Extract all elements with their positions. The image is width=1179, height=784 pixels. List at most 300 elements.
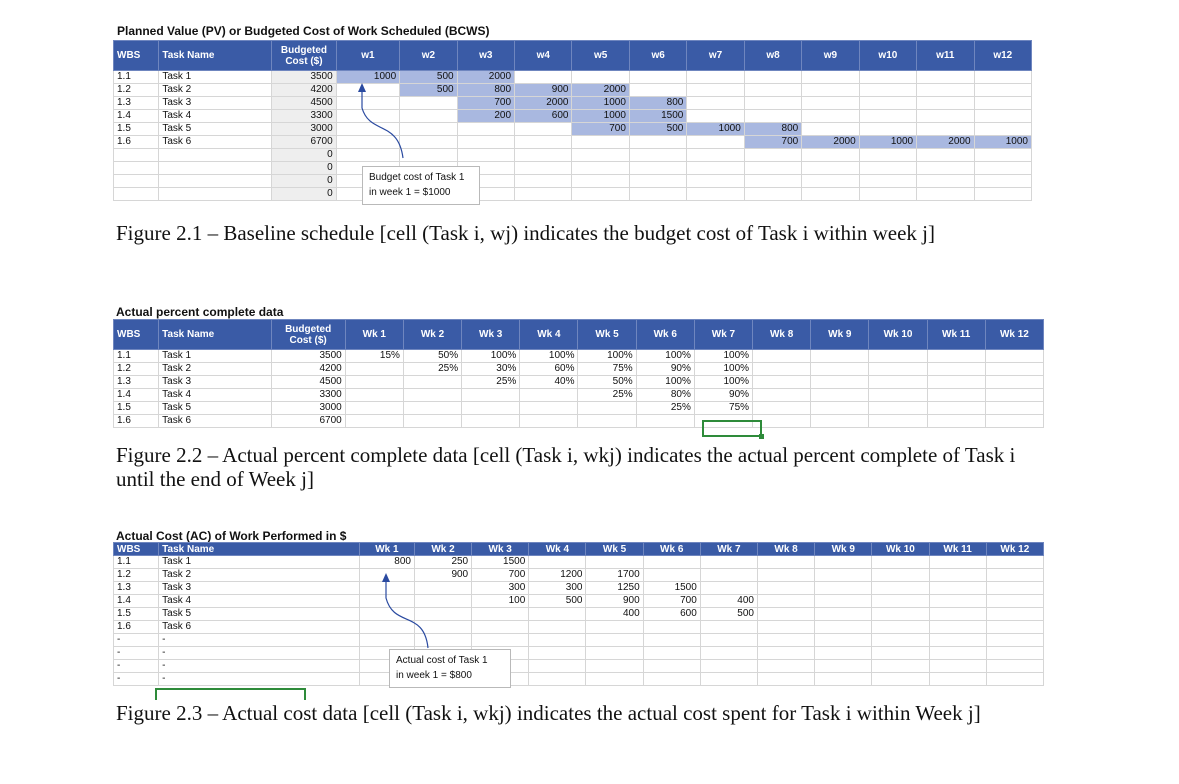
week-cell: 500 xyxy=(629,123,686,136)
week-cell xyxy=(815,582,872,595)
week-cell: 90% xyxy=(636,363,694,376)
week-cell xyxy=(636,415,694,428)
task-name-cell xyxy=(159,162,272,175)
week-cell xyxy=(985,402,1043,415)
week-cell xyxy=(643,621,700,634)
column-header: w1 xyxy=(336,41,399,71)
week-cell xyxy=(974,97,1031,110)
column-header: w4 xyxy=(515,41,572,71)
column-header: Wk 1 xyxy=(345,320,403,350)
week-cell xyxy=(744,110,801,123)
week-cell xyxy=(802,123,859,136)
week-cell: 2000 xyxy=(457,71,514,84)
week-cell xyxy=(869,350,927,363)
week-cell xyxy=(802,175,859,188)
week-cell xyxy=(985,415,1043,428)
table-row xyxy=(114,415,1044,428)
week-cell: 700 xyxy=(744,136,801,149)
week-cell xyxy=(927,389,985,402)
fig1-note-line2: in week 1 = $1000 xyxy=(369,187,451,198)
task-name-cell: - xyxy=(159,647,360,660)
week-cell xyxy=(872,569,929,582)
column-header: w5 xyxy=(572,41,629,71)
week-cell: 90% xyxy=(694,389,752,402)
week-cell xyxy=(974,175,1031,188)
week-cell xyxy=(811,350,869,363)
week-cell: 50% xyxy=(403,350,461,363)
week-cell: 600 xyxy=(515,110,572,123)
week-cell: 2000 xyxy=(572,84,629,97)
week-cell xyxy=(643,673,700,686)
week-cell: 1000 xyxy=(859,136,916,149)
column-header: WBS xyxy=(114,320,159,350)
week-cell: 800 xyxy=(629,97,686,110)
week-cell xyxy=(872,595,929,608)
week-cell xyxy=(986,673,1043,686)
wbs-cell xyxy=(114,149,159,162)
week-cell xyxy=(859,175,916,188)
table-row xyxy=(114,556,1044,569)
week-cell: 100% xyxy=(636,350,694,363)
week-cell: 500 xyxy=(400,71,457,84)
column-header: Budgeted Cost ($) xyxy=(272,41,336,71)
week-cell xyxy=(643,634,700,647)
column-header: w10 xyxy=(859,41,916,71)
column-header: w11 xyxy=(917,41,974,71)
column-header: Wk 5 xyxy=(586,543,643,556)
task-name-cell: Task 1 xyxy=(159,556,360,569)
budget-cell: 6700 xyxy=(271,415,345,428)
wbs-cell: 1.5 xyxy=(114,123,159,136)
week-cell: 1000 xyxy=(572,97,629,110)
week-cell xyxy=(986,582,1043,595)
table-row xyxy=(114,389,1044,402)
budget-cell: 6700 xyxy=(272,136,336,149)
task-name-cell: Task 3 xyxy=(159,376,271,389)
column-header: Wk 8 xyxy=(753,320,811,350)
week-cell xyxy=(757,660,814,673)
week-cell: 2000 xyxy=(917,136,974,149)
week-cell xyxy=(687,71,744,84)
week-cell xyxy=(515,71,572,84)
budget-cell: 3500 xyxy=(271,350,345,363)
column-header: Wk 7 xyxy=(700,543,757,556)
week-cell: 1000 xyxy=(336,71,399,84)
week-cell xyxy=(345,415,403,428)
week-cell xyxy=(700,647,757,660)
week-cell: 700 xyxy=(643,595,700,608)
week-cell xyxy=(802,110,859,123)
week-cell xyxy=(529,647,586,660)
column-header: Wk 9 xyxy=(811,320,869,350)
wbs-cell: 1.2 xyxy=(114,84,159,97)
week-cell xyxy=(515,188,572,201)
week-cell xyxy=(974,123,1031,136)
week-cell xyxy=(929,660,986,673)
week-cell xyxy=(859,97,916,110)
week-cell xyxy=(802,188,859,201)
week-cell xyxy=(802,162,859,175)
week-cell xyxy=(802,149,859,162)
week-cell: 1250 xyxy=(586,582,643,595)
week-cell xyxy=(687,175,744,188)
wbs-cell: 1.3 xyxy=(114,376,159,389)
column-header: WBS xyxy=(114,41,159,71)
table-row xyxy=(114,634,1044,647)
week-cell xyxy=(811,363,869,376)
column-header: Wk 8 xyxy=(757,543,814,556)
week-cell xyxy=(917,97,974,110)
column-header: Wk 10 xyxy=(869,320,927,350)
week-cell xyxy=(403,402,461,415)
week-cell xyxy=(917,149,974,162)
week-cell xyxy=(687,149,744,162)
week-cell: 25% xyxy=(636,402,694,415)
week-cell xyxy=(515,149,572,162)
week-cell xyxy=(869,402,927,415)
week-cell: 1200 xyxy=(529,569,586,582)
week-cell xyxy=(345,402,403,415)
week-cell xyxy=(529,634,586,647)
column-header: w9 xyxy=(802,41,859,71)
week-cell xyxy=(859,149,916,162)
week-cell xyxy=(929,595,986,608)
week-cell xyxy=(744,71,801,84)
week-cell xyxy=(403,389,461,402)
week-cell xyxy=(753,389,811,402)
task-name-cell: Task 3 xyxy=(159,97,272,110)
table-row xyxy=(114,621,1044,634)
budget-cell: 4200 xyxy=(272,84,336,97)
week-cell: 900 xyxy=(515,84,572,97)
week-cell xyxy=(859,84,916,97)
week-cell xyxy=(917,71,974,84)
week-cell xyxy=(345,363,403,376)
wbs-cell: 1.1 xyxy=(114,71,159,84)
week-cell xyxy=(927,363,985,376)
week-cell xyxy=(643,556,700,569)
week-cell xyxy=(974,162,1031,175)
column-header: Wk 7 xyxy=(694,320,752,350)
budget-cell: 0 xyxy=(272,162,336,175)
week-cell xyxy=(744,149,801,162)
wbs-cell: 1.5 xyxy=(114,402,159,415)
week-cell: 2000 xyxy=(802,136,859,149)
table-row xyxy=(114,97,1032,110)
column-header: Wk 1 xyxy=(359,543,414,556)
actual-cost-table xyxy=(113,542,1044,686)
wbs-cell: 1.6 xyxy=(114,136,159,149)
week-cell xyxy=(815,569,872,582)
week-cell xyxy=(529,673,586,686)
week-cell xyxy=(520,402,578,415)
task-name-cell: Task 4 xyxy=(159,110,272,123)
week-cell xyxy=(986,608,1043,621)
week-cell xyxy=(629,175,686,188)
week-cell xyxy=(687,110,744,123)
week-cell: 30% xyxy=(462,363,520,376)
wbs-cell xyxy=(114,162,159,175)
week-cell xyxy=(757,556,814,569)
table-row xyxy=(114,123,1032,136)
week-cell xyxy=(629,84,686,97)
table-row xyxy=(114,149,1032,162)
week-cell xyxy=(757,621,814,634)
week-cell: 40% xyxy=(520,376,578,389)
column-header: Wk 12 xyxy=(985,320,1043,350)
week-cell xyxy=(687,162,744,175)
table-row xyxy=(114,402,1044,415)
week-cell xyxy=(757,595,814,608)
fig3-title: Actual Cost (AC) of Work Performed in $ xyxy=(116,529,347,543)
column-header: Wk 9 xyxy=(815,543,872,556)
week-cell xyxy=(859,123,916,136)
task-name-cell: Task 2 xyxy=(159,363,271,376)
week-cell xyxy=(586,660,643,673)
week-cell xyxy=(744,188,801,201)
week-cell xyxy=(457,149,514,162)
task-name-cell: Task 2 xyxy=(159,84,272,97)
week-cell xyxy=(403,415,461,428)
week-cell xyxy=(586,621,643,634)
task-name-cell: Task 4 xyxy=(159,389,271,402)
week-cell xyxy=(753,376,811,389)
column-header: w8 xyxy=(744,41,801,71)
task-name-cell: - xyxy=(159,660,360,673)
week-cell xyxy=(700,569,757,582)
week-cell xyxy=(462,415,520,428)
wbs-cell: - xyxy=(114,673,159,686)
week-cell xyxy=(520,389,578,402)
week-cell xyxy=(687,97,744,110)
week-cell: 1500 xyxy=(643,582,700,595)
week-cell xyxy=(929,569,986,582)
task-name-cell: Task 3 xyxy=(159,582,360,595)
table-row xyxy=(114,608,1044,621)
week-cell: 500 xyxy=(400,84,457,97)
week-cell xyxy=(811,376,869,389)
table-row xyxy=(114,569,1044,582)
week-cell xyxy=(815,673,872,686)
fig1-caption: Figure 2.1 – Baseline schedule [cell (Task i, wj) indicates the budget cost of Task i within week j] xyxy=(116,221,935,245)
week-cell xyxy=(872,582,929,595)
week-cell xyxy=(643,569,700,582)
week-cell: 75% xyxy=(578,363,636,376)
budget-cell: 4500 xyxy=(272,97,336,110)
baseline-schedule-table xyxy=(113,40,1032,201)
column-header: w6 xyxy=(629,41,686,71)
task-name-cell: Task 4 xyxy=(159,595,360,608)
week-cell xyxy=(815,608,872,621)
budget-cell: 0 xyxy=(272,149,336,162)
week-cell xyxy=(927,402,985,415)
table-row xyxy=(114,673,1044,686)
fig1-note-line1: Budget cost of Task 1 xyxy=(369,172,465,183)
week-cell xyxy=(929,556,986,569)
week-cell xyxy=(586,556,643,569)
column-header: Task Name xyxy=(159,543,360,556)
week-cell xyxy=(986,556,1043,569)
week-cell xyxy=(529,660,586,673)
week-cell xyxy=(872,660,929,673)
week-cell xyxy=(917,188,974,201)
week-cell: 600 xyxy=(643,608,700,621)
week-cell xyxy=(917,110,974,123)
wbs-cell: 1.1 xyxy=(114,556,159,569)
week-cell xyxy=(811,402,869,415)
budget-cell: 3000 xyxy=(271,402,345,415)
week-cell: 1000 xyxy=(572,110,629,123)
week-cell: 400 xyxy=(700,595,757,608)
week-cell xyxy=(572,162,629,175)
table-row xyxy=(114,660,1044,673)
week-cell xyxy=(515,175,572,188)
week-cell: 100% xyxy=(694,376,752,389)
wbs-cell: 1.2 xyxy=(114,569,159,582)
column-header: Wk 12 xyxy=(986,543,1043,556)
task-name-cell xyxy=(159,175,272,188)
week-cell xyxy=(872,647,929,660)
week-cell xyxy=(578,415,636,428)
budget-cell: 3300 xyxy=(271,389,345,402)
task-name-cell xyxy=(159,188,272,201)
week-cell xyxy=(687,188,744,201)
week-cell xyxy=(586,673,643,686)
task-name-cell: - xyxy=(159,673,360,686)
fig1-title: Planned Value (PV) or Budgeted Cost of Work Scheduled (BCWS) xyxy=(117,24,490,38)
week-cell: 700 xyxy=(472,569,529,582)
week-cell: 100% xyxy=(636,376,694,389)
task-name-cell: Task 6 xyxy=(159,415,271,428)
table-row xyxy=(114,136,1032,149)
week-cell: 100% xyxy=(578,350,636,363)
wbs-cell: 1.3 xyxy=(114,582,159,595)
column-header: Wk 11 xyxy=(929,543,986,556)
week-cell: 300 xyxy=(472,582,529,595)
wbs-cell: 1.4 xyxy=(114,110,159,123)
week-cell xyxy=(700,582,757,595)
fig3-caption: Figure 2.3 – Actual cost data [cell (Task i, wkj) indicates the actual cost spent for Task i within Week j] xyxy=(116,701,981,725)
fig2-title: Actual percent complete data xyxy=(116,305,284,319)
column-header: Wk 4 xyxy=(529,543,586,556)
week-cell: 800 xyxy=(359,556,414,569)
week-cell xyxy=(629,162,686,175)
task-name-cell: Task 2 xyxy=(159,569,360,582)
week-cell xyxy=(457,123,514,136)
column-header: Wk 3 xyxy=(472,543,529,556)
wbs-cell: - xyxy=(114,634,159,647)
week-cell xyxy=(345,389,403,402)
week-cell xyxy=(859,162,916,175)
week-cell: 15% xyxy=(345,350,403,363)
selected-cell[interactable] xyxy=(702,420,762,437)
week-cell xyxy=(629,136,686,149)
fig3-note-line1: Actual cost of Task 1 xyxy=(396,655,488,666)
task-name-cell: Task 5 xyxy=(159,123,272,136)
task-name-cell: Task 5 xyxy=(159,608,360,621)
column-header: Wk 6 xyxy=(643,543,700,556)
week-cell xyxy=(629,71,686,84)
column-header: w12 xyxy=(974,41,1031,71)
week-cell: 100% xyxy=(694,350,752,363)
week-cell xyxy=(929,673,986,686)
callout-arrow-icon xyxy=(350,80,410,160)
week-cell xyxy=(643,660,700,673)
week-cell xyxy=(345,376,403,389)
week-cell xyxy=(815,660,872,673)
week-cell xyxy=(929,582,986,595)
task-name-cell xyxy=(159,149,272,162)
week-cell xyxy=(757,673,814,686)
week-cell: 800 xyxy=(744,123,801,136)
selection-handle[interactable] xyxy=(759,434,764,439)
week-cell xyxy=(986,569,1043,582)
table-row xyxy=(114,647,1044,660)
table-row xyxy=(114,84,1032,97)
week-cell xyxy=(815,647,872,660)
week-cell xyxy=(572,136,629,149)
task-name-cell: Task 5 xyxy=(159,402,271,415)
week-cell xyxy=(974,71,1031,84)
week-cell xyxy=(687,84,744,97)
column-header: Wk 4 xyxy=(520,320,578,350)
week-cell: 2000 xyxy=(515,97,572,110)
week-cell xyxy=(974,149,1031,162)
callout-arrow-icon xyxy=(376,570,436,650)
week-cell xyxy=(815,595,872,608)
column-header: Wk 11 xyxy=(927,320,985,350)
week-cell: 80% xyxy=(636,389,694,402)
column-header: Wk 6 xyxy=(636,320,694,350)
wbs-cell: 1.1 xyxy=(114,350,159,363)
week-cell xyxy=(872,556,929,569)
week-cell xyxy=(572,149,629,162)
week-cell xyxy=(986,660,1043,673)
selected-range[interactable] xyxy=(155,688,306,700)
task-name-cell: Task 6 xyxy=(159,136,272,149)
week-cell xyxy=(757,582,814,595)
week-cell: 1700 xyxy=(586,569,643,582)
wbs-cell: 1.2 xyxy=(114,363,159,376)
week-cell xyxy=(815,621,872,634)
week-cell xyxy=(629,188,686,201)
week-cell: 25% xyxy=(462,376,520,389)
week-cell: 1000 xyxy=(974,136,1031,149)
week-cell: 1500 xyxy=(629,110,686,123)
week-cell xyxy=(986,647,1043,660)
week-cell xyxy=(472,621,529,634)
wbs-cell: 1.6 xyxy=(114,415,159,428)
week-cell xyxy=(757,634,814,647)
week-cell xyxy=(985,350,1043,363)
week-cell xyxy=(927,350,985,363)
week-cell xyxy=(586,634,643,647)
week-cell xyxy=(929,647,986,660)
week-cell: 500 xyxy=(700,608,757,621)
column-header: Task Name xyxy=(159,320,271,350)
week-cell xyxy=(929,634,986,647)
week-cell: 1500 xyxy=(472,556,529,569)
week-cell xyxy=(872,634,929,647)
week-cell xyxy=(985,389,1043,402)
column-header: Wk 10 xyxy=(872,543,929,556)
week-cell xyxy=(872,673,929,686)
table-row xyxy=(114,376,1044,389)
week-cell xyxy=(974,188,1031,201)
table-row xyxy=(114,162,1032,175)
week-cell: 700 xyxy=(457,97,514,110)
week-cell: 100% xyxy=(694,363,752,376)
